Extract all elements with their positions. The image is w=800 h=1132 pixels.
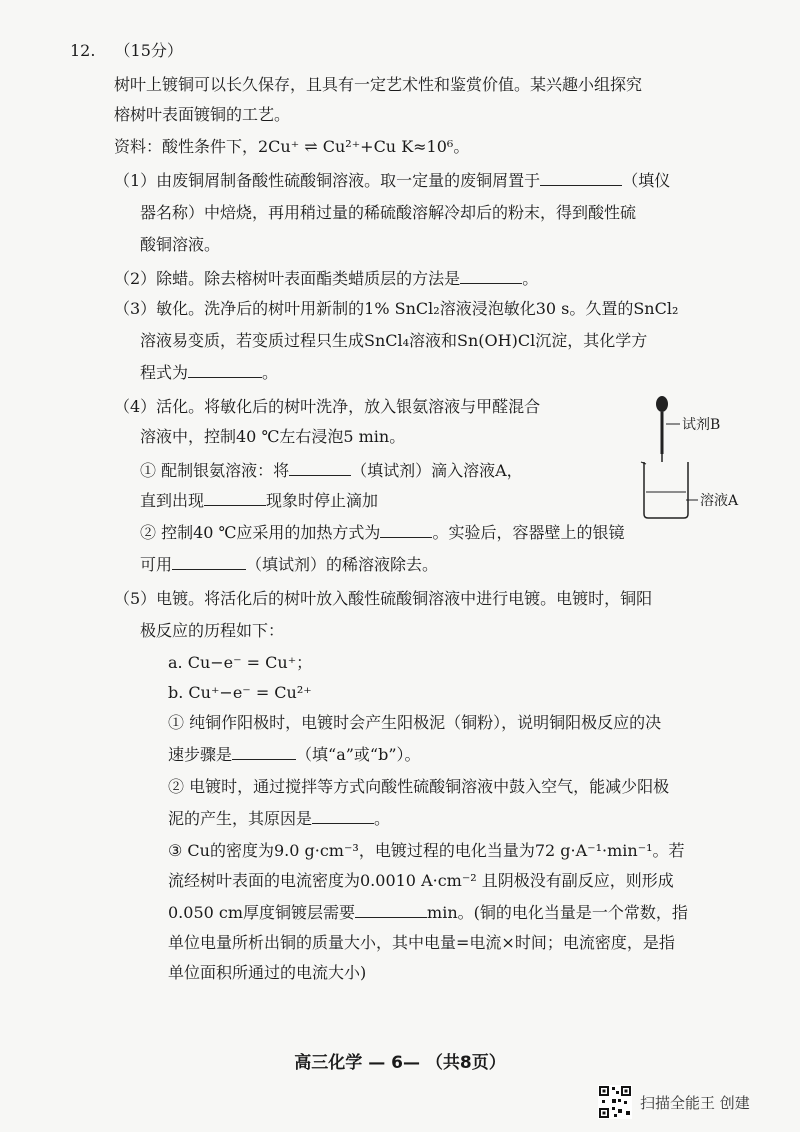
question-score: （15分） bbox=[114, 41, 183, 60]
part3-line2: 溶液易变质，若变质过程只生成SnCl₄溶液和Sn(OH)Cl沉淀，其化学方 bbox=[140, 331, 648, 350]
part5-step-a: a. Cu−e⁻ = Cu⁺； bbox=[168, 653, 313, 672]
part2-text-b: 。 bbox=[522, 269, 539, 288]
part5-step-b: b. Cu⁺−e⁻ = Cu²⁺ bbox=[168, 683, 312, 702]
answer-blank[interactable] bbox=[289, 461, 351, 476]
answer-blank[interactable] bbox=[188, 363, 262, 378]
part4-sub2-text-b: 。实验后，容器壁上的银镜 bbox=[432, 523, 625, 542]
part5-q1-text-b: （填“a”或“b”）。 bbox=[296, 745, 421, 764]
part4-sub2-text-d: （填试剂）的稀溶液除去。 bbox=[246, 555, 439, 574]
part4-sub1-text-b: （填试剂）滴入溶液A， bbox=[351, 461, 523, 480]
part2-line1 bbox=[114, 268, 538, 290]
answer-blank[interactable] bbox=[540, 171, 622, 186]
answer-blank[interactable] bbox=[460, 269, 522, 284]
label-solution-a: 溶液A bbox=[700, 493, 739, 509]
answer-blank[interactable] bbox=[312, 809, 374, 824]
part4-sub1-text-d: 现象时停止滴加 bbox=[266, 491, 379, 510]
part1-text-b: （填仪 bbox=[622, 171, 671, 190]
part5-q3-line2: 流经树叶表面的电流密度为0.0010 A·cm⁻² 且阴极没有副反应，则形成 bbox=[168, 871, 674, 890]
part5-q3-text-a: 0.050 cm厚度铜镀层需要 bbox=[168, 903, 356, 922]
answer-blank[interactable] bbox=[204, 491, 266, 506]
intro-line-1: 树叶上镀铜可以长久保存，且具有一定艺术性和鉴赏价值。某兴趣小组探究 bbox=[114, 75, 643, 94]
question-number: 12. bbox=[70, 41, 96, 60]
answer-blank[interactable] bbox=[355, 903, 427, 918]
part5-line2: 极反应的历程如下： bbox=[140, 621, 285, 640]
part5-q3-text-b: min。(铜的电化当量是一个常数，指 bbox=[427, 903, 688, 922]
page-footer: 高三化学 — 6— （共8页） bbox=[294, 1053, 506, 1073]
part3-line1: （3）敏化。洗净后的树叶用新制的1% SnCl₂溶液浸泡敏化30 s。久置的SnCl₂ bbox=[114, 299, 679, 318]
part5-q3-line5: 单位面积所通过的电流大小) bbox=[168, 963, 367, 982]
part5-line1: （5）电镀。将活化后的树叶放入酸性硫酸铜溶液中进行电镀。电镀时，铜阳 bbox=[114, 589, 653, 608]
part2-text-a: （2）除蜡。除去榕树叶表面酯类蜡质层的方法是 bbox=[114, 269, 461, 288]
qr-code-icon bbox=[598, 1085, 632, 1119]
dropper-bulb bbox=[656, 396, 668, 412]
question-header bbox=[70, 40, 183, 62]
part5-q1-line2 bbox=[168, 744, 421, 766]
part5-q2-text-a: 泥的产生，其原因是 bbox=[168, 809, 313, 828]
part4-sub2-line1 bbox=[140, 522, 624, 544]
part1-line2: 器名称）中焙烧，再用稍过量的稀硫酸溶解冷却后的粉末，得到酸性硫 bbox=[140, 203, 637, 222]
part4-sub1-line1 bbox=[140, 460, 523, 482]
part4-sub1-text-c: 直到出现 bbox=[140, 491, 205, 510]
part5-q3-line4: 单位电量所析出铜的质量大小，其中电量=电流×时间；电流密度，是指 bbox=[168, 933, 675, 952]
part5-q1-line1: ① 纯铜作阳极时，电镀时会产生阳极泥（铜粉），说明铜阳极反应的决 bbox=[168, 713, 662, 732]
reference-info: 资料：酸性条件下，2Cu⁺ ⇌ Cu²⁺+Cu K≈10⁶。 bbox=[114, 137, 470, 156]
part5-q2-line1: ② 电镀时，通过搅拌等方式向酸性硫酸铜溶液中鼓入空气，能减少阳极 bbox=[168, 777, 670, 796]
answer-blank[interactable] bbox=[232, 745, 296, 760]
part5-q3-line1: ③ Cu的密度为9.0 g·cm⁻³，电镀过程的电化当量为72 g·A⁻¹·min⁻¹。若 bbox=[168, 841, 685, 860]
part4-line1: （4）活化。将敏化后的树叶洗净，放入银氨溶液与甲醛混合 bbox=[114, 397, 541, 416]
part4-line2: 溶液中，控制40 ℃左右浸泡5 min。 bbox=[140, 427, 406, 446]
intro-line-2: 榕树叶表面镀铜的工艺。 bbox=[114, 105, 291, 124]
part4-sub2-text-c: 可用 bbox=[140, 555, 173, 574]
part4-sub2-text-a: ② 控制40 ℃应采用的加热方式为 bbox=[140, 523, 381, 542]
part1-line3: 酸铜溶液。 bbox=[140, 235, 221, 254]
scanner-watermark bbox=[598, 1085, 750, 1119]
apparatus-figure bbox=[628, 392, 778, 522]
part1-line1 bbox=[114, 170, 670, 192]
part5-q2-text-b: 。 bbox=[374, 809, 391, 828]
part1-text-a: （1）由废铜屑制备酸性硫酸铜溶液。取一定量的废铜屑置于 bbox=[114, 171, 541, 190]
part4-sub1-line2 bbox=[140, 490, 378, 512]
answer-blank[interactable] bbox=[380, 523, 432, 538]
watermark-text: 扫描全能王 创建 bbox=[640, 1093, 750, 1112]
part3-line3 bbox=[140, 362, 278, 384]
beaker bbox=[644, 462, 688, 518]
label-reagent-b: 试剂B bbox=[682, 417, 721, 433]
part3-text-a: 程式为 bbox=[140, 363, 189, 382]
part4-sub2-line2 bbox=[140, 554, 438, 576]
part5-q3-line3 bbox=[168, 902, 688, 924]
part5-q1-text-a: 速步骤是 bbox=[168, 745, 233, 764]
part5-q2-line2 bbox=[168, 808, 390, 830]
part3-text-b: 。 bbox=[262, 363, 279, 382]
part4-sub1-text-a: ① 配制银氨溶液：将 bbox=[140, 461, 290, 480]
answer-blank[interactable] bbox=[172, 555, 246, 570]
